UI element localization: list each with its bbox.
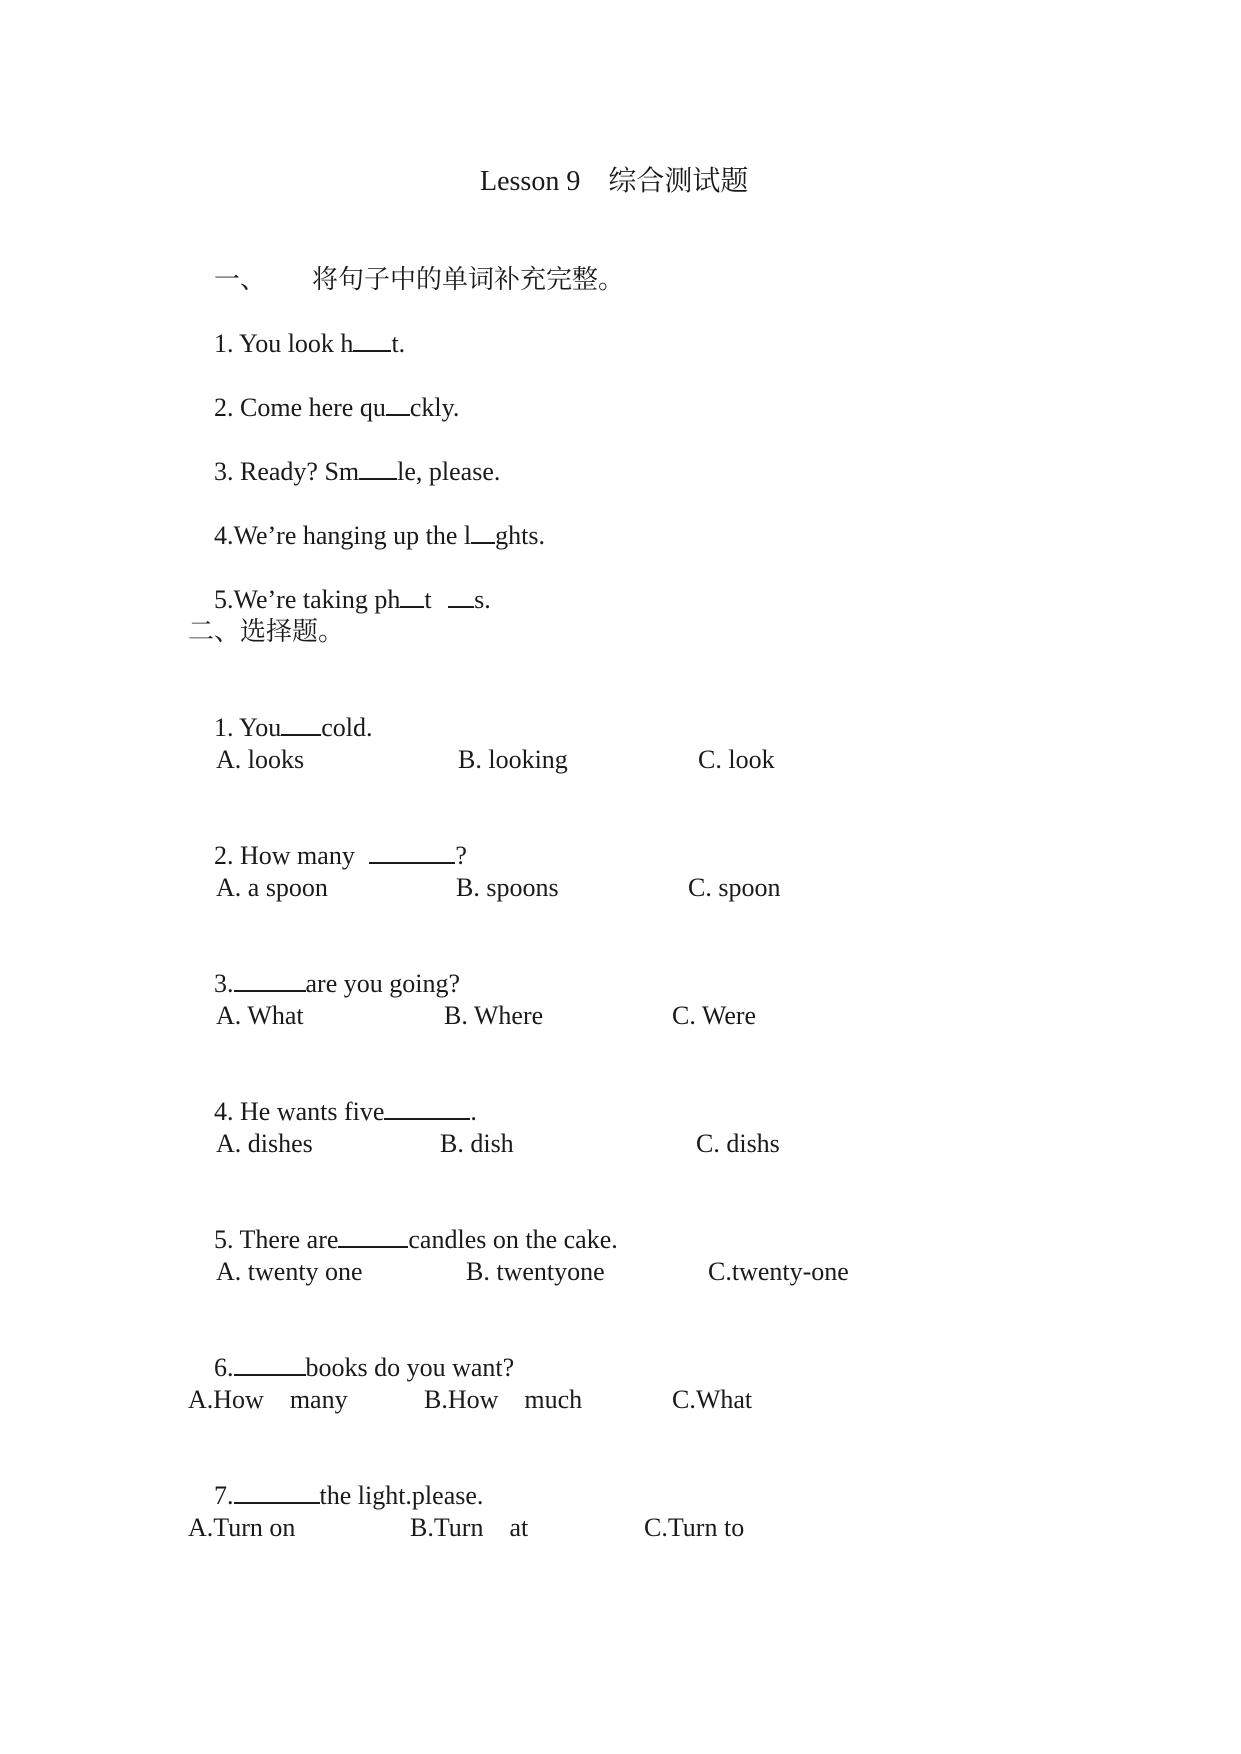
- answer-blank: [369, 840, 455, 864]
- q5-option-c: C.twenty-one: [708, 1257, 849, 1286]
- q3-option-b: B. Where: [444, 1001, 544, 1030]
- q7-option-a: A.Turn on: [188, 1513, 296, 1542]
- section1-number: 一、: [214, 265, 267, 294]
- page-title: Lesson 9 综合测试题: [480, 166, 749, 197]
- fill-blank: [400, 584, 424, 608]
- question-5: 5. There are candles on the cake.: [214, 1225, 618, 1254]
- answer-blank: [234, 1352, 306, 1376]
- q4-option-c: C. dishs: [696, 1129, 780, 1158]
- q4-option-b: B. dish: [440, 1129, 514, 1158]
- question-3: 3. are you going?: [214, 969, 461, 998]
- q6-option-a: A.How many: [188, 1385, 348, 1414]
- q1-option-c: C. look: [698, 745, 775, 774]
- q2-option-b: B. spoons: [456, 873, 559, 902]
- question-6: 6. books do you want?: [214, 1353, 515, 1382]
- question-2: 2. How many ?: [214, 841, 467, 870]
- q6-option-c: C.What: [672, 1385, 753, 1414]
- question-7: 7. the light.please.: [214, 1481, 484, 1510]
- fill-item-3: 3. Ready? Sm le, please.: [214, 457, 501, 486]
- answer-blank: [234, 968, 306, 992]
- q4-option-a: A. dishes: [216, 1129, 313, 1158]
- fill-blank: [471, 520, 495, 544]
- q1-option-b: B. looking: [458, 745, 568, 774]
- fill-item-1: 1. You look h t.: [214, 329, 406, 358]
- q3-option-c: C. Were: [672, 1001, 757, 1030]
- fill-item-2: 2. Come here qu ckly.: [214, 393, 460, 422]
- section2-heading: 二、选择题。: [188, 617, 345, 646]
- section1-title: 将句子中的单词补充完整。: [312, 265, 625, 294]
- question-4: 4. He wants five .: [214, 1097, 477, 1126]
- q7-option-c: C.Turn to: [644, 1513, 745, 1542]
- q5-option-b: B. twentyone: [466, 1257, 605, 1286]
- fill-item-4: 4.We’re hanging up the l ghts.: [214, 521, 545, 550]
- q7-option-b: B.Turn at: [410, 1513, 529, 1542]
- fill-blank: [448, 584, 474, 608]
- q6-option-b: B.How much: [424, 1385, 583, 1414]
- q3-option-a: A. What: [216, 1001, 304, 1030]
- q5-option-a: A. twenty one: [216, 1257, 363, 1286]
- question-1: 1. You cold.: [214, 713, 373, 742]
- fill-blank: [353, 328, 391, 352]
- answer-blank: [281, 712, 321, 736]
- fill-blank: [386, 392, 410, 416]
- answer-blank: [384, 1096, 470, 1120]
- answer-blank: [338, 1224, 408, 1248]
- q2-option-c: C. spoon: [688, 873, 781, 902]
- fill-blank: [359, 456, 397, 480]
- q1-option-a: A. looks: [216, 745, 305, 774]
- fill-item-5: 5.We’re taking ph t s.: [214, 585, 491, 614]
- q2-option-a: A. a spoon: [216, 873, 328, 902]
- answer-blank: [234, 1480, 320, 1504]
